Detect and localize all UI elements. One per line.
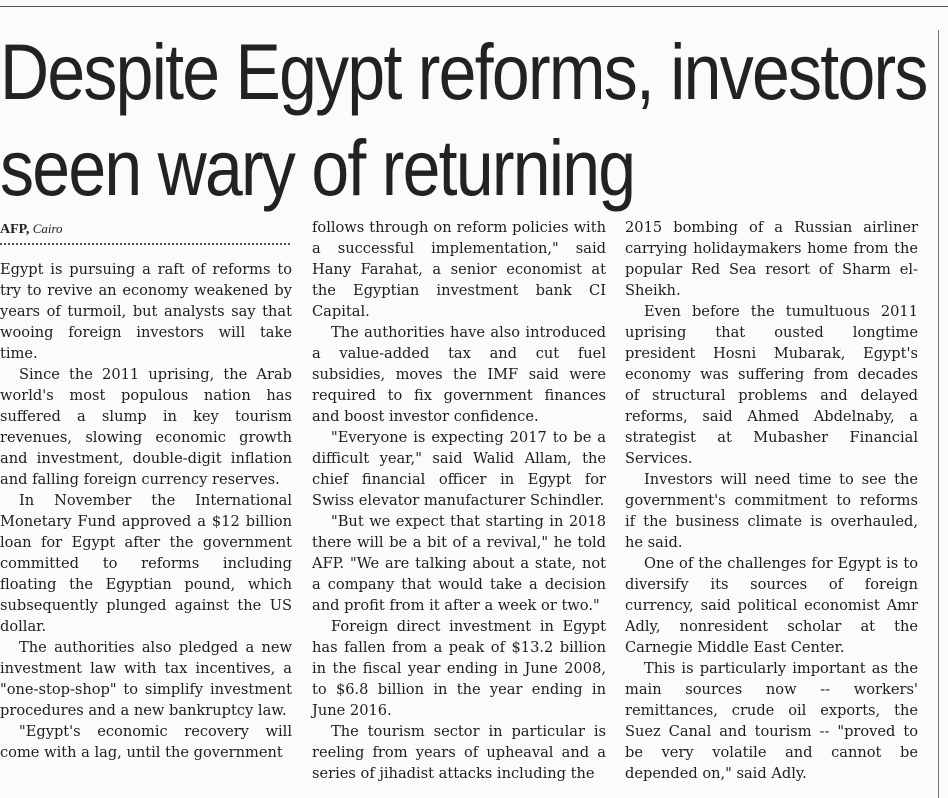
article-paragraph: In November the International Monetary Fund approved a $12 billion loan for Egypt after the government committed to reforms including floating the Egyptian pound, which subsequently plunged against the US dollar. — [0, 492, 292, 635]
article-column-1 — [0, 259, 292, 763]
byline-city: Cairo — [32, 221, 63, 236]
article-column-2 — [312, 217, 606, 784]
article-paragraph: The authorities also pledged a new investment law with tax incentives, a "one-stop-shop" to simplify investment procedures and a new bankruptcy law. — [0, 639, 292, 719]
article-paragraph: Foreign direct investment in Egypt has fallen from a peak of $13.2 billion in the fiscal year ending in June 2008, to $6.8 billion in the year ending in June 2016. — [312, 618, 606, 719]
article-paragraph: Investors will need time to see the government's commitment to reforms if the business climate is overhauled, he said. — [625, 471, 918, 551]
article-paragraph: One of the challenges for Egypt is to diversify its sources of foreign currency, said political economist Amr Adly, nonresident scholar at the Carnegie Middle East Center. — [625, 555, 918, 656]
byline-agency: AFP, — [0, 222, 30, 237]
article-column-3 — [625, 217, 918, 784]
article-paragraph: follows through on reform policies with a successful implementation," said Hany Farahat, a senior economist at the Egyptian investment bank CI Capital. — [312, 219, 606, 320]
dotted-divider — [0, 243, 290, 245]
article-paragraph: "Egypt's economic recovery will come with a lag, until the government — [0, 723, 292, 761]
article-paragraph: "Everyone is expecting 2017 to be a difficult year," said Walid Allam, the chief financial officer in Egypt for Swiss elevator manufacturer Schindler. — [312, 429, 606, 509]
article-paragraph: Even before the tumultuous 2011 uprising that ousted longtime president Hosni Mubarak, Egypt's economy was suffering from decades of structural problems and delayed reforms, said Ahmed Abdelnaby, a strategist at Mubasher Financial Services. — [625, 303, 918, 467]
top-rule — [0, 6, 948, 7]
column-rule — [938, 30, 939, 798]
article-paragraph: 2015 bombing of a Russian airliner carrying holidaymakers home from the popular Red Sea resort of Sharm el-Sheikh. — [625, 219, 918, 299]
headline-line-2: seen wary of returning — [0, 123, 635, 212]
article-paragraph: "But we expect that starting in 2018 there will be a bit of a revival," he told AFP. "We are talking about a state, not a company that would take a decision and profit from it after a week or two." — [312, 513, 606, 614]
headline-line-1: Despite Egypt reforms, investors — [0, 27, 927, 116]
article-paragraph: Egypt is pursuing a raft of reforms to try to revive an economy weakened by years of turmoil, but analysts say that wooing foreign investors will take time. — [0, 261, 292, 362]
article-paragraph: This is particularly important as the main sources now -- workers' remittances, crude oil exports, the Suez Canal and tourism -- "proved to be very volatile and cannot be depended on," said Adly. — [625, 660, 918, 782]
headline — [0, 24, 927, 216]
article-paragraph: Since the 2011 uprising, the Arab world's most populous nation has suffered a slump in key tourism revenues, slowing economic growth and investment, double-digit inflation and falling foreign currency reserves. — [0, 366, 292, 488]
byline — [0, 221, 63, 238]
article-paragraph: The authorities have also introduced a value-added tax and cut fuel subsidies, moves the IMF said were required to fix government finances and boost investor confidence. — [312, 324, 606, 425]
article-paragraph: The tourism sector in particular is reeling from years of upheaval and a series of jihadist attacks including the — [312, 723, 606, 782]
